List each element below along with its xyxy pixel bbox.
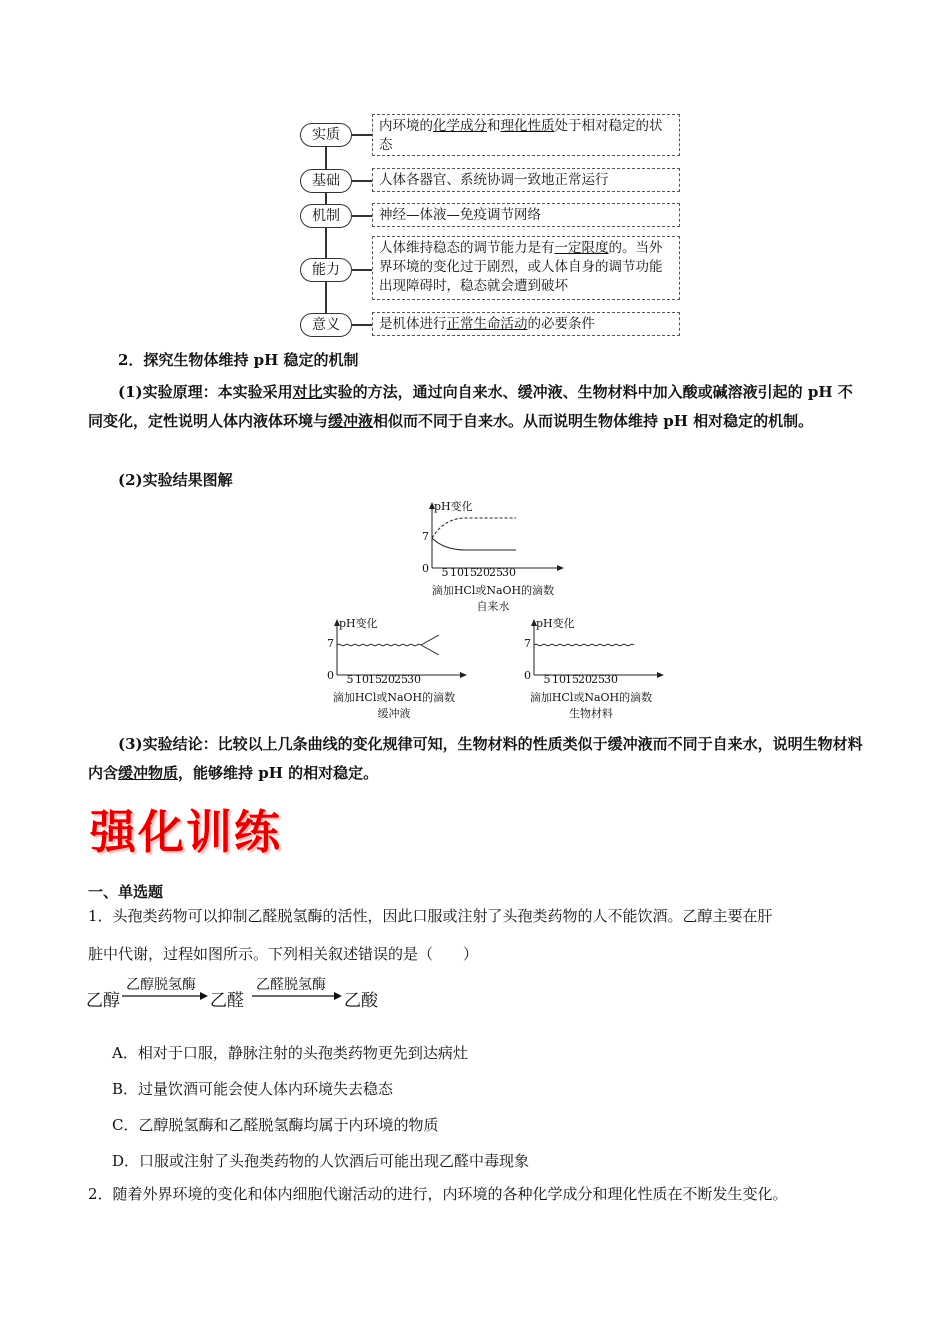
training-title: 强化训练 <box>90 805 282 859</box>
chart-caption: 自来水 <box>476 600 510 613</box>
label: (1)实验原理： <box>118 383 218 401</box>
arrow-icon <box>122 990 208 1002</box>
concept-node-mechanism: 机制 <box>300 204 352 228</box>
substance-acetaldehyde: 乙醛 <box>210 991 244 1011</box>
concept-box-significance <box>372 312 680 336</box>
text: 本实验采用 <box>217 383 293 401</box>
option-a[interactable]: A．相对于口服，静脉注射的头孢类药物更先到达病灶 <box>112 1044 468 1062</box>
y-tick-7: 7 <box>327 637 334 650</box>
connector <box>352 324 372 326</box>
concept-node-significance: 意义 <box>300 313 352 337</box>
origin-label: 0 <box>327 669 334 682</box>
chart-tap-water <box>410 496 570 616</box>
y-axis-label: pH变化 <box>434 500 473 513</box>
text: 的。当外界环境的变化过于剧烈，或人体自身的调节功能出现障碍时，稳态就会遭到破坏 <box>379 240 663 294</box>
origin-label: 0 <box>422 562 429 575</box>
x-ticks <box>440 566 550 579</box>
underlined-text: 正常生命活动 <box>446 316 528 332</box>
chart-caption: 生物材料 <box>569 707 613 720</box>
text: 的必要条件 <box>527 316 595 332</box>
y-axis-label: pH变化 <box>536 617 575 630</box>
chart-bio-material <box>512 615 672 725</box>
x-axis-label: 滴加HCl或NaOH的滴数 <box>431 584 555 597</box>
concept-box-mechanism: 神经—体液—免疫调节网络 <box>372 203 680 227</box>
y-tick-7: 7 <box>422 530 429 543</box>
series-diverge <box>421 635 439 655</box>
text: 比较以上几条曲线的变化规律可知，生物材料的性质类似于缓冲液而不同于自来水，说明生物材料内含 <box>88 735 863 782</box>
x-tick: 15 <box>565 673 579 686</box>
concept-box-essence <box>372 114 680 156</box>
series-wavy <box>337 644 421 646</box>
chart-caption: 缓冲液 <box>377 707 411 720</box>
y-axis-label: pH变化 <box>339 617 378 630</box>
x-tick: 5 <box>441 566 449 579</box>
x-ticks <box>345 673 455 686</box>
concept-node-basis: 基础 <box>300 169 352 193</box>
text: ，能够维持 pH 的相对稳定。 <box>178 764 379 782</box>
series-rise-dashed <box>432 518 516 538</box>
series-fall-solid <box>432 538 516 550</box>
quiz-section-title: 一、单选题 <box>88 883 164 901</box>
x-tick: 25 <box>489 566 503 579</box>
concept-node-essence: 实质 <box>300 123 352 147</box>
underlined-text: 缓冲液 <box>328 412 374 430</box>
substance-acetic-acid: 乙酸 <box>344 991 378 1011</box>
concept-node-capacity: 能力 <box>300 258 352 282</box>
label: (3)实验结论： <box>118 735 218 753</box>
x-tick: 20 <box>381 673 395 686</box>
substance-ethanol: 乙醇 <box>86 991 120 1011</box>
x-tick: 10 <box>552 673 566 686</box>
paragraph-conclusion <box>88 730 864 788</box>
x-axis-label: 滴加HCl或NaOH的滴数 <box>529 691 653 704</box>
paragraph-results-label: (2)实验结果图解 <box>118 471 233 489</box>
x-tick: 15 <box>463 566 477 579</box>
x-axis-arrow <box>557 565 564 571</box>
arrow-icon <box>252 990 342 1002</box>
chart-buffer <box>315 615 475 725</box>
series-wavy-flat <box>534 644 634 646</box>
x-tick: 30 <box>502 566 516 579</box>
origin-label: 0 <box>524 669 531 682</box>
concept-map <box>300 112 690 340</box>
x-tick: 20 <box>476 566 490 579</box>
underlined-text: 理化性质 <box>500 118 555 134</box>
x-axis-label: 滴加HCl或NaOH的滴数 <box>332 691 456 704</box>
x-ticks <box>542 673 652 686</box>
x-tick: 15 <box>368 673 382 686</box>
question-1-line-1: 1．头孢类药物可以抑制乙醛脱氢酶的活性，因此口服或注射了头孢类药物的人不能饮酒。乙醇主要在肝 <box>88 907 773 925</box>
metabolic-pathway <box>86 972 406 1012</box>
underlined-text: 化学成分 <box>433 118 487 134</box>
text: 是机体进行 <box>379 316 447 332</box>
x-axis-arrow <box>460 672 467 678</box>
text: 内环境的 <box>379 118 433 134</box>
x-tick: 5 <box>543 673 551 686</box>
text: 人体维持稳态的调节能力是有 <box>379 240 555 256</box>
connector <box>352 180 372 182</box>
section2-title: 2．探究生物体维持 pH 稳定的机制 <box>118 351 359 369</box>
enzyme-alcohol-dehydrogenase: 乙醇脱氢酶 <box>126 977 196 993</box>
x-tick: 10 <box>450 566 464 579</box>
text: 实验的方法，通过向自来水、缓冲液、生物材料中加入酸或碱溶液引起的 pH 不同变化，定性说明人体内液体环境与 <box>88 383 853 430</box>
underlined-text: 对比 <box>292 383 323 401</box>
connector <box>352 269 372 271</box>
y-tick-7: 7 <box>524 637 531 650</box>
x-tick: 20 <box>578 673 592 686</box>
option-d[interactable]: D．口服或注射了头孢类药物的人饮酒后可能出现乙醛中毒现象 <box>112 1152 530 1170</box>
x-axis-arrow <box>657 672 664 678</box>
underlined-text: 缓冲物质 <box>118 764 179 782</box>
enzyme-aldehyde-dehydrogenase: 乙醛脱氢酶 <box>256 977 326 993</box>
x-tick: 25 <box>591 673 605 686</box>
x-tick: 5 <box>346 673 354 686</box>
x-tick: 30 <box>604 673 618 686</box>
underlined-text: 一定限度 <box>554 240 609 256</box>
option-c[interactable]: C．乙醇脱氢酶和乙醛脱氢酶均属于内环境的物质 <box>112 1116 439 1134</box>
concept-box-capacity <box>372 236 680 300</box>
text: 相似而不同于自来水。从而说明生物体维持 pH 相对稳定的机制。 <box>373 412 814 430</box>
concept-box-basis: 人体各器官、系统协调一致地正常运行 <box>372 168 680 192</box>
question-1-line-2: 脏中代谢，过程如图所示。下列相关叙述错误的是（ ） <box>88 945 479 963</box>
x-tick: 10 <box>355 673 369 686</box>
paragraph-principle <box>88 378 864 436</box>
connector <box>352 134 372 136</box>
question-2: 2．随着外界环境的变化和体内细胞代谢活动的进行，内环境的各种化学成分和理化性质在不断发生变化。 <box>88 1185 788 1203</box>
connector <box>352 215 372 217</box>
text: 和 <box>487 118 501 134</box>
x-tick: 30 <box>407 673 421 686</box>
option-b[interactable]: B．过量饮酒可能会使人体内环境失去稳态 <box>112 1080 394 1098</box>
x-tick: 25 <box>394 673 408 686</box>
text: 处于相对稳定的状态 <box>379 118 663 153</box>
